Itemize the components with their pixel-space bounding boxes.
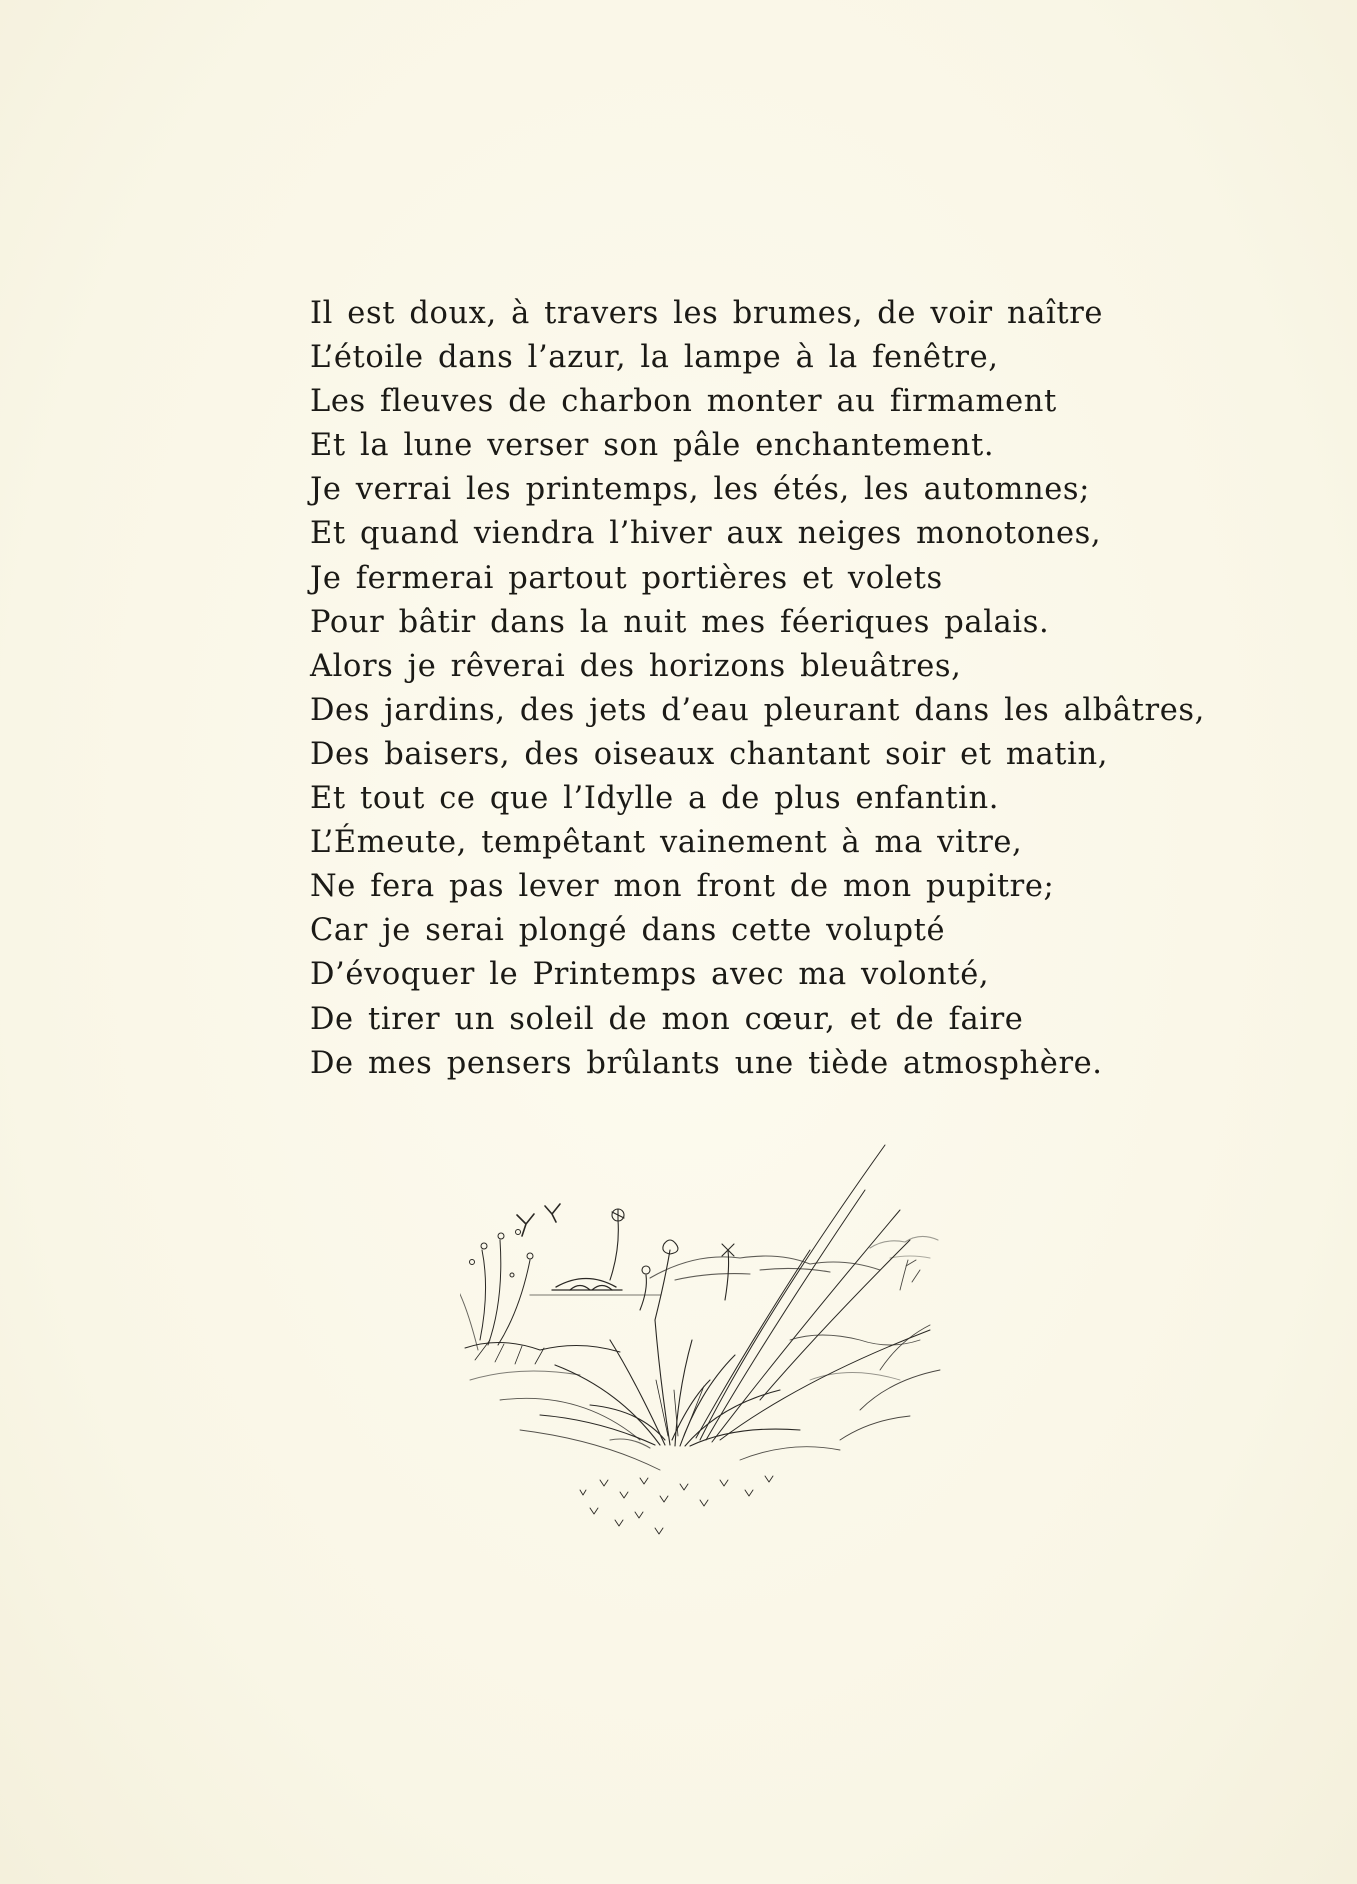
poem-line: Les fleuves de charbon monter au firmament	[310, 384, 1057, 420]
poem-line: Car je serai plongé dans cette volupté	[310, 913, 946, 949]
ground	[500, 1335, 920, 1470]
poem-line: Et la lune verser son pâle enchantement.	[310, 428, 995, 464]
tall-grass	[696, 1145, 930, 1442]
grass-tuft	[540, 1320, 800, 1448]
bridge	[530, 1279, 660, 1296]
poem-line: Ne fera pas lever mon front de mon pupitre;	[310, 869, 1055, 905]
poem-line: Je verrai les printemps, les étés, les automnes;	[310, 472, 1090, 508]
left-shrubbery	[460, 1230, 620, 1381]
poem-line: Et quand viendra l’hiver aux neiges monotones,	[310, 516, 1102, 552]
poem-line: Des baisers, des oiseaux chantant soir et matin,	[310, 736, 1108, 772]
poem-line: Il est doux, à travers les brumes, de voir naître	[310, 296, 1104, 331]
hills	[650, 1236, 938, 1280]
poem-line: L’étoile dans l’azur, la lampe à la fenêtre,	[310, 340, 999, 376]
flowers	[610, 1209, 734, 1320]
poem-line: Des jardins, des jets d’eau pleurant dans les albâtres,	[310, 692, 1205, 728]
poem-line: Alors je rêverai des horizons bleuâtres,	[310, 648, 962, 684]
poem-line: Et tout ce que l’Idylle a de plus enfantin.	[310, 781, 1000, 817]
poem-line: D’évoquer le Printemps avec ma volonté,	[310, 957, 990, 993]
right-brush	[840, 1260, 940, 1440]
meadow-marks	[580, 1476, 773, 1534]
poem-line: L’Émeute, tempêtant vainement à ma vitre,	[310, 825, 1023, 861]
poem-line: De mes pensers brûlants une tiède atmosphère.	[310, 1045, 1103, 1081]
landscape-illustration	[460, 1140, 980, 1580]
poem-line: Pour bâtir dans la nuit mes féeriques palais.	[310, 604, 1050, 640]
poem	[310, 292, 1205, 1086]
poem-line: De tirer un soleil de mon cœur, et de faire	[310, 1001, 1024, 1037]
birds-icon	[517, 1204, 560, 1236]
poem-line: Je fermerai partout portières et volets	[310, 560, 943, 596]
